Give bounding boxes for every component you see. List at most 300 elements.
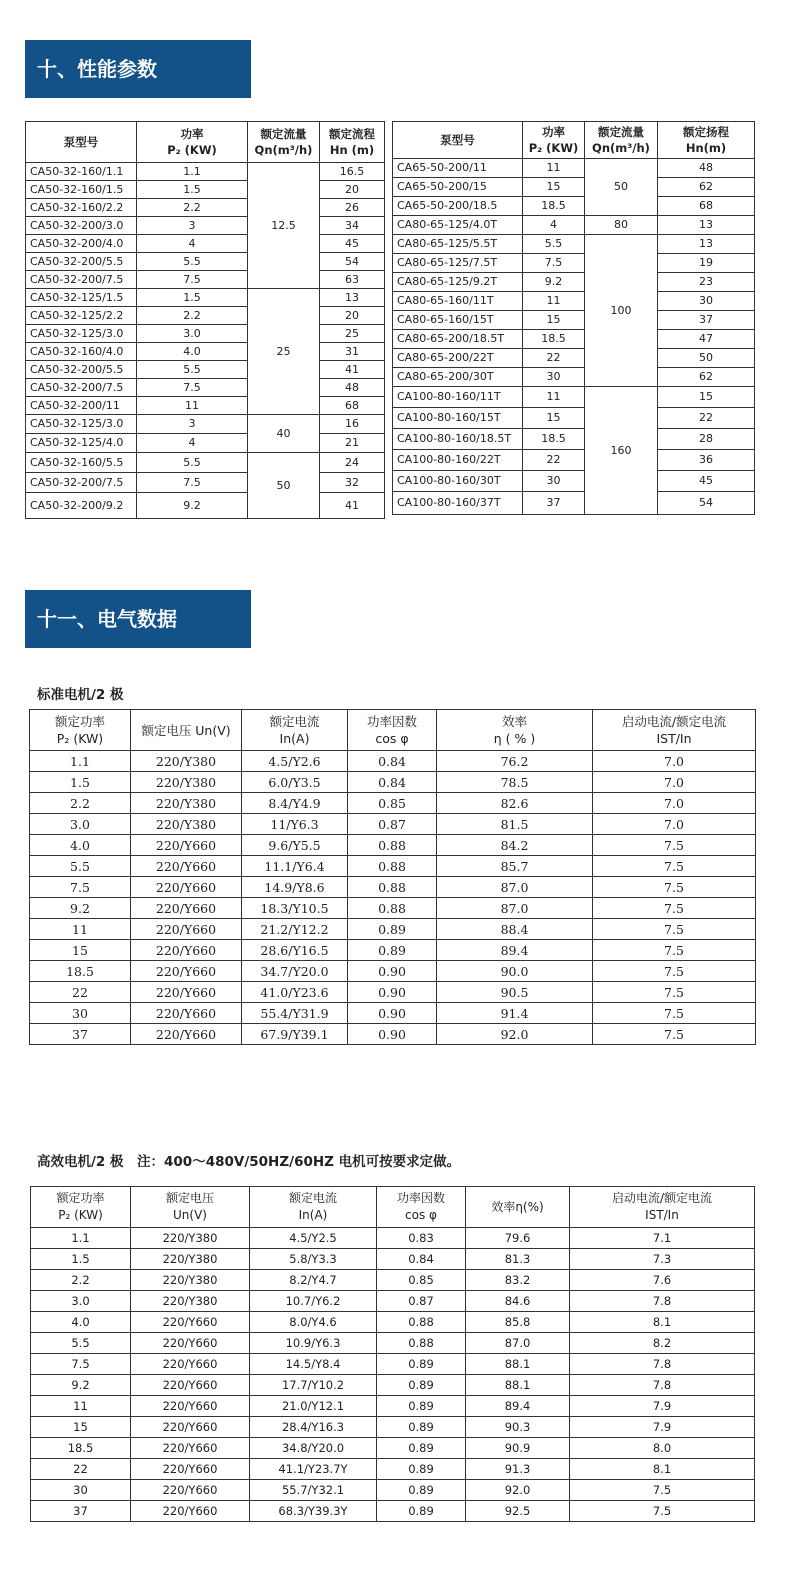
start-current-ratio-cell: 7.1 [570, 1228, 755, 1249]
table-row [30, 961, 756, 982]
pump-model-cell: CA50-32-160/4.0 [26, 343, 137, 361]
table-row [26, 453, 385, 473]
head-cell: 21 [320, 434, 385, 453]
pump-model-cell: CA50-32-125/1.5 [26, 289, 137, 307]
table-row [26, 217, 385, 235]
power-cell: 2.2 [31, 1270, 131, 1291]
head-cell: 41 [320, 493, 385, 519]
power-cell: 1.1 [31, 1228, 131, 1249]
current-cell: 8.4/Y4.9 [242, 793, 348, 814]
head-cell: 63 [320, 271, 385, 289]
head-cell: 24 [320, 453, 385, 473]
voltage-cell: 220/Y660 [131, 1480, 250, 1501]
table-row [393, 429, 755, 450]
flow-cell: 50 [585, 159, 658, 216]
table-row [31, 1501, 755, 1522]
power-cell: 30 [30, 1003, 131, 1024]
efficiency-cell: 90.0 [437, 961, 593, 982]
head-cell: 13 [320, 289, 385, 307]
pump-model-cell: CA50-32-125/2.2 [26, 307, 137, 325]
efficiency-cell: 90.5 [437, 982, 593, 1003]
head-cell: 41 [320, 361, 385, 379]
pump-model-cell: CA50-32-200/5.5 [26, 253, 137, 271]
power-cell: 7.5 [137, 379, 248, 397]
pump-model-cell: CA50-32-200/7.5 [26, 473, 137, 493]
header-cell: 额定电压 Un(V) [131, 710, 242, 751]
high-efficiency-motor-caption: 高效电机/2 极 注：400～480V/50HZ/60HZ 电机可按要求定做。 [37, 1154, 461, 1170]
power-cell: 22 [30, 982, 131, 1003]
table-row [26, 379, 385, 397]
head-cell: 48 [320, 379, 385, 397]
table-row [31, 1375, 755, 1396]
voltage-cell: 220/Y380 [131, 1291, 250, 1312]
power-factor-cell: 0.89 [377, 1480, 466, 1501]
power-cell: 22 [31, 1459, 131, 1480]
start-current-ratio-cell: 7.3 [570, 1249, 755, 1270]
voltage-cell: 220/Y660 [131, 940, 242, 961]
pump-model-cell: CA80-65-200/22T [393, 349, 523, 368]
table-header-row [393, 122, 755, 159]
pump-model-cell: CA80-65-125/7.5T [393, 254, 523, 273]
power-cell: 15 [30, 940, 131, 961]
header-cell: 额定流量 Qn(m³/h) [248, 122, 320, 163]
start-current-ratio-cell: 7.8 [570, 1291, 755, 1312]
efficiency-cell: 81.3 [466, 1249, 570, 1270]
efficiency-cell: 92.5 [466, 1501, 570, 1522]
current-cell: 11/Y6.3 [242, 814, 348, 835]
efficiency-cell: 84.2 [437, 835, 593, 856]
header-cell: 启动电流/额定电流 IST/In [593, 710, 756, 751]
power-cell: 4 [137, 235, 248, 253]
header-cell: 额定电流 In(A) [242, 710, 348, 751]
table-row [26, 307, 385, 325]
head-cell: 50 [658, 349, 755, 368]
power-cell: 30 [523, 368, 585, 387]
power-cell: 2.2 [30, 793, 131, 814]
header-cell: 功率因数 cos φ [348, 710, 437, 751]
voltage-cell: 220/Y660 [131, 1375, 250, 1396]
current-cell: 11.1/Y6.4 [242, 856, 348, 877]
power-factor-cell: 0.88 [377, 1333, 466, 1354]
power-cell: 30 [523, 471, 585, 492]
table-row [26, 325, 385, 343]
current-cell: 8.2/Y4.7 [250, 1270, 377, 1291]
head-cell: 31 [320, 343, 385, 361]
head-cell: 26 [320, 199, 385, 217]
power-factor-cell: 0.90 [348, 961, 437, 982]
table-row [30, 877, 756, 898]
table-row [30, 982, 756, 1003]
table-row [393, 197, 755, 216]
pump-model-cell: CA50-32-160/2.2 [26, 199, 137, 217]
start-current-ratio-cell: 7.5 [593, 877, 756, 898]
table-row [26, 434, 385, 453]
table-row [30, 1003, 756, 1024]
pump-model-cell: CA50-32-125/3.0 [26, 415, 137, 434]
head-cell: 15 [658, 387, 755, 408]
table-header-row [30, 710, 756, 751]
power-cell: 37 [523, 492, 585, 515]
voltage-cell: 220/Y380 [131, 814, 242, 835]
table-row [30, 940, 756, 961]
voltage-cell: 220/Y660 [131, 1459, 250, 1480]
current-cell: 4.5/Y2.5 [250, 1228, 377, 1249]
voltage-cell: 220/Y660 [131, 1396, 250, 1417]
header-cell: 额定流程 Hn (m) [320, 122, 385, 163]
head-cell: 16 [320, 415, 385, 434]
head-cell: 47 [658, 330, 755, 349]
power-factor-cell: 0.84 [348, 751, 437, 772]
pump-model-cell: CA50-32-200/7.5 [26, 271, 137, 289]
current-cell: 5.8/Y3.3 [250, 1249, 377, 1270]
pump-model-cell: CA80-65-200/18.5T [393, 330, 523, 349]
head-cell: 20 [320, 181, 385, 199]
voltage-cell: 220/Y660 [131, 856, 242, 877]
voltage-cell: 220/Y660 [131, 898, 242, 919]
table-row [26, 181, 385, 199]
table-row [26, 163, 385, 181]
standard-motor-table [29, 709, 756, 1045]
efficiency-cell: 90.3 [466, 1417, 570, 1438]
power-factor-cell: 0.89 [377, 1459, 466, 1480]
header-cell: 额定流量 Qn(m³/h) [585, 122, 658, 159]
voltage-cell: 220/Y660 [131, 835, 242, 856]
current-cell: 68.3/Y39.3Y [250, 1501, 377, 1522]
current-cell: 41.0/Y23.6 [242, 982, 348, 1003]
power-cell: 18.5 [523, 330, 585, 349]
voltage-cell: 220/Y660 [131, 1501, 250, 1522]
power-factor-cell: 0.89 [377, 1501, 466, 1522]
current-cell: 21.0/Y12.1 [250, 1396, 377, 1417]
table-row [31, 1354, 755, 1375]
start-current-ratio-cell: 7.5 [593, 835, 756, 856]
table-row [26, 343, 385, 361]
efficiency-cell: 85.7 [437, 856, 593, 877]
table-row [26, 397, 385, 415]
power-cell: 11 [523, 159, 585, 178]
power-cell: 4.0 [30, 835, 131, 856]
table-row [393, 492, 755, 515]
flow-cell: 25 [248, 289, 320, 415]
flow-cell: 40 [248, 415, 320, 453]
power-cell: 11 [523, 387, 585, 408]
power-factor-cell: 0.88 [348, 877, 437, 898]
power-cell: 15 [523, 178, 585, 197]
voltage-cell: 220/Y660 [131, 961, 242, 982]
header-cell: 功率因数 cos φ [377, 1187, 466, 1228]
power-cell: 5.5 [137, 253, 248, 271]
power-cell: 18.5 [523, 197, 585, 216]
pump-model-cell: CA50-32-200/11 [26, 397, 137, 415]
power-cell: 15 [523, 311, 585, 330]
start-current-ratio-cell: 8.1 [570, 1312, 755, 1333]
pump-model-cell: CA80-65-160/15T [393, 311, 523, 330]
efficiency-cell: 88.1 [466, 1354, 570, 1375]
high-efficiency-motor-table [30, 1186, 755, 1522]
pump-model-cell: CA50-32-160/1.1 [26, 163, 137, 181]
pump-model-cell: CA80-65-200/30T [393, 368, 523, 387]
pump-model-cell: CA50-32-160/5.5 [26, 453, 137, 473]
table-row [30, 835, 756, 856]
pump-model-cell: CA80-65-125/9.2T [393, 273, 523, 292]
flow-cell: 100 [585, 235, 658, 387]
pump-model-cell: CA50-32-200/5.5 [26, 361, 137, 379]
power-cell: 22 [523, 450, 585, 471]
power-cell: 7.5 [523, 254, 585, 273]
power-cell: 7.5 [137, 271, 248, 289]
current-cell: 55.4/Y31.9 [242, 1003, 348, 1024]
efficiency-cell: 91.3 [466, 1459, 570, 1480]
voltage-cell: 220/Y660 [131, 877, 242, 898]
pump-model-cell: CA100-80-160/15T [393, 408, 523, 429]
power-cell: 1.1 [137, 163, 248, 181]
power-cell: 3 [137, 217, 248, 235]
table-row [393, 273, 755, 292]
efficiency-cell: 92.0 [466, 1480, 570, 1501]
pump-model-cell: CA50-32-200/4.0 [26, 235, 137, 253]
flow-cell: 160 [585, 387, 658, 515]
power-cell: 5.5 [523, 235, 585, 254]
power-cell: 9.2 [31, 1375, 131, 1396]
power-factor-cell: 0.84 [377, 1249, 466, 1270]
header-cell: 泵型号 [393, 122, 523, 159]
power-factor-cell: 0.89 [377, 1417, 466, 1438]
head-cell: 48 [658, 159, 755, 178]
voltage-cell: 220/Y660 [131, 1003, 242, 1024]
section-title-performance: 十、性能参数 [25, 40, 251, 98]
voltage-cell: 220/Y380 [131, 751, 242, 772]
voltage-cell: 220/Y660 [131, 1024, 242, 1045]
table-row [26, 235, 385, 253]
power-cell: 5.5 [30, 856, 131, 877]
current-cell: 10.7/Y6.2 [250, 1291, 377, 1312]
table-row [393, 471, 755, 492]
pump-model-cell: CA100-80-160/30T [393, 471, 523, 492]
current-cell: 34.7/Y20.0 [242, 961, 348, 982]
current-cell: 41.1/Y23.7Y [250, 1459, 377, 1480]
power-cell: 11 [31, 1396, 131, 1417]
head-cell: 30 [658, 292, 755, 311]
table-row [31, 1459, 755, 1480]
head-cell: 62 [658, 178, 755, 197]
start-current-ratio-cell: 7.8 [570, 1375, 755, 1396]
head-cell: 25 [320, 325, 385, 343]
power-cell: 4.0 [137, 343, 248, 361]
start-current-ratio-cell: 7.5 [593, 1003, 756, 1024]
head-cell: 54 [320, 253, 385, 271]
power-cell: 15 [31, 1417, 131, 1438]
voltage-cell: 220/Y380 [131, 1249, 250, 1270]
pump-model-cell: CA50-32-125/3.0 [26, 325, 137, 343]
start-current-ratio-cell: 8.0 [570, 1438, 755, 1459]
head-cell: 54 [658, 492, 755, 515]
efficiency-cell: 90.9 [466, 1438, 570, 1459]
table-row [393, 330, 755, 349]
flow-cell: 50 [248, 453, 320, 519]
power-cell: 18.5 [523, 429, 585, 450]
start-current-ratio-cell: 7.0 [593, 793, 756, 814]
head-cell: 13 [658, 235, 755, 254]
power-cell: 1.5 [30, 772, 131, 793]
head-cell: 62 [658, 368, 755, 387]
pump-model-cell: CA80-65-125/5.5T [393, 235, 523, 254]
table-row [26, 361, 385, 379]
start-current-ratio-cell: 7.5 [593, 982, 756, 1003]
table-row [30, 856, 756, 877]
head-cell: 68 [320, 397, 385, 415]
head-cell: 20 [320, 307, 385, 325]
table-row [30, 793, 756, 814]
power-factor-cell: 0.89 [348, 919, 437, 940]
start-current-ratio-cell: 7.5 [593, 919, 756, 940]
head-cell: 22 [658, 408, 755, 429]
start-current-ratio-cell: 7.5 [570, 1480, 755, 1501]
power-cell: 22 [523, 349, 585, 368]
efficiency-cell: 79.6 [466, 1228, 570, 1249]
efficiency-cell: 88.4 [437, 919, 593, 940]
table-row [393, 178, 755, 197]
power-factor-cell: 0.89 [377, 1375, 466, 1396]
table-row [30, 772, 756, 793]
current-cell: 6.0/Y3.5 [242, 772, 348, 793]
power-factor-cell: 0.88 [348, 898, 437, 919]
start-current-ratio-cell: 7.5 [593, 1024, 756, 1045]
table-row [30, 919, 756, 940]
pump-model-cell: CA50-32-200/3.0 [26, 217, 137, 235]
current-cell: 67.9/Y39.1 [242, 1024, 348, 1045]
current-cell: 28.4/Y16.3 [250, 1417, 377, 1438]
table-row [30, 814, 756, 835]
voltage-cell: 220/Y380 [131, 772, 242, 793]
power-cell: 3.0 [30, 814, 131, 835]
current-cell: 34.8/Y20.0 [250, 1438, 377, 1459]
power-factor-cell: 0.87 [377, 1291, 466, 1312]
table-row [31, 1291, 755, 1312]
table-row [26, 493, 385, 519]
header-cell: 额定电压 Un(V) [131, 1187, 250, 1228]
table-row [31, 1480, 755, 1501]
current-cell: 14.5/Y8.4 [250, 1354, 377, 1375]
head-cell: 68 [658, 197, 755, 216]
header-cell: 额定扬程 Hn(m) [658, 122, 755, 159]
current-cell: 4.5/Y2.6 [242, 751, 348, 772]
pump-model-cell: CA80-65-160/11T [393, 292, 523, 311]
start-current-ratio-cell: 7.5 [593, 898, 756, 919]
power-cell: 9.2 [137, 493, 248, 519]
table-row [31, 1312, 755, 1333]
power-cell: 15 [523, 408, 585, 429]
table-header-row [26, 122, 385, 163]
pump-model-cell: CA50-32-200/9.2 [26, 493, 137, 519]
start-current-ratio-cell: 8.2 [570, 1333, 755, 1354]
pump-model-cell: CA50-32-200/7.5 [26, 379, 137, 397]
table-row [26, 199, 385, 217]
efficiency-cell: 83.2 [466, 1270, 570, 1291]
pump-model-cell: CA100-80-160/22T [393, 450, 523, 471]
head-cell: 19 [658, 254, 755, 273]
efficiency-cell: 92.0 [437, 1024, 593, 1045]
power-factor-cell: 0.85 [348, 793, 437, 814]
power-cell: 4.0 [31, 1312, 131, 1333]
start-current-ratio-cell: 7.0 [593, 751, 756, 772]
power-cell: 11 [137, 397, 248, 415]
table-row [393, 387, 755, 408]
power-cell: 11 [523, 292, 585, 311]
header-cell: 效率η(%) [466, 1187, 570, 1228]
power-cell: 4 [137, 434, 248, 453]
table-row [393, 292, 755, 311]
head-cell: 37 [658, 311, 755, 330]
section-title-electrical: 十一、电气数据 [25, 590, 251, 648]
table-row [31, 1417, 755, 1438]
power-cell: 9.2 [30, 898, 131, 919]
power-factor-cell: 0.89 [377, 1354, 466, 1375]
power-factor-cell: 0.85 [377, 1270, 466, 1291]
power-cell: 1.5 [31, 1249, 131, 1270]
power-cell: 7.5 [31, 1354, 131, 1375]
pump-model-cell: CA100-80-160/11T [393, 387, 523, 408]
table-row [31, 1438, 755, 1459]
power-factor-cell: 0.83 [377, 1228, 466, 1249]
table-row [26, 289, 385, 307]
efficiency-cell: 87.0 [437, 898, 593, 919]
power-cell: 3.0 [31, 1291, 131, 1312]
voltage-cell: 220/Y660 [131, 1354, 250, 1375]
standard-motor-caption: 标准电机/2 极 [37, 687, 124, 703]
voltage-cell: 220/Y380 [131, 793, 242, 814]
table-row [26, 415, 385, 434]
header-cell: 泵型号 [26, 122, 137, 163]
voltage-cell: 220/Y660 [131, 1312, 250, 1333]
table-row [31, 1270, 755, 1291]
table-row [393, 408, 755, 429]
power-cell: 37 [30, 1024, 131, 1045]
power-cell: 3.0 [137, 325, 248, 343]
start-current-ratio-cell: 7.5 [593, 856, 756, 877]
power-cell: 30 [31, 1480, 131, 1501]
head-cell: 32 [320, 473, 385, 493]
current-cell: 18.3/Y10.5 [242, 898, 348, 919]
start-current-ratio-cell: 7.6 [570, 1270, 755, 1291]
table-row [31, 1333, 755, 1354]
table-row [393, 311, 755, 330]
performance-table-left [25, 121, 385, 519]
pump-model-cell: CA65-50-200/15 [393, 178, 523, 197]
table-row [393, 159, 755, 178]
efficiency-cell: 76.2 [437, 751, 593, 772]
power-cell: 11 [30, 919, 131, 940]
current-cell: 8.0/Y4.6 [250, 1312, 377, 1333]
pump-model-cell: CA65-50-200/18.5 [393, 197, 523, 216]
table-row [26, 271, 385, 289]
table-row [30, 751, 756, 772]
power-factor-cell: 0.89 [377, 1396, 466, 1417]
efficiency-cell: 91.4 [437, 1003, 593, 1024]
head-cell: 45 [658, 471, 755, 492]
head-cell: 36 [658, 450, 755, 471]
flow-cell: 12.5 [248, 163, 320, 289]
header-cell: 功率 P₂ (KW) [137, 122, 248, 163]
table-row [30, 1024, 756, 1045]
efficiency-cell: 85.8 [466, 1312, 570, 1333]
current-cell: 14.9/Y8.6 [242, 877, 348, 898]
voltage-cell: 220/Y380 [131, 1270, 250, 1291]
header-cell: 效率 η ( % ) [437, 710, 593, 751]
table-row [393, 349, 755, 368]
power-cell: 1.5 [137, 181, 248, 199]
table-row [393, 216, 755, 235]
performance-table-right [392, 121, 755, 515]
